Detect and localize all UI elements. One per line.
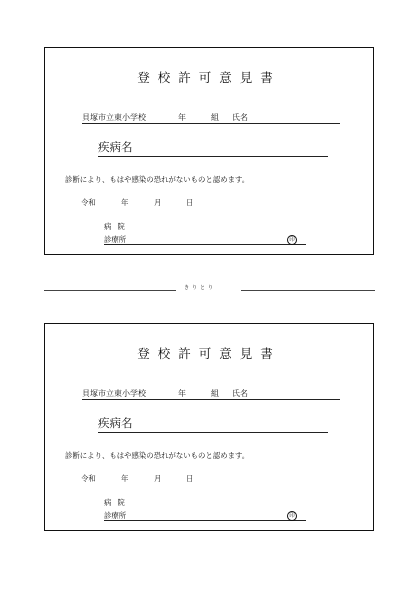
diagnosis-text: 診断により、もはや感染の恐れがないものと認めます。 <box>65 175 250 184</box>
school-underline <box>82 399 340 400</box>
day-label: 日 <box>186 198 194 207</box>
year-label: 年 <box>121 474 129 483</box>
disease-underline <box>98 156 328 157</box>
clinic-underline <box>104 244 306 245</box>
month-label: 月 <box>154 474 162 483</box>
era-label: 令和 <box>81 198 96 207</box>
month-label: 月 <box>154 198 162 207</box>
clinic-underline <box>104 520 306 521</box>
year-label: 年 <box>121 198 129 207</box>
clinic-label: 診療所 <box>104 511 127 520</box>
name-label: 氏名 <box>232 389 248 398</box>
school-underline <box>82 123 340 124</box>
class-label: 組 <box>211 389 219 398</box>
name-label: 氏名 <box>232 113 248 122</box>
seal-mark: 印 <box>287 235 297 245</box>
cutline-label: きりとり <box>184 285 217 291</box>
disease-underline <box>98 432 328 433</box>
grade-label: 年 <box>178 113 186 122</box>
hospital-label: 病院 <box>104 222 131 231</box>
grade-label: 年 <box>178 389 186 398</box>
class-label: 組 <box>211 113 219 122</box>
era-label: 令和 <box>81 474 96 483</box>
disease-label: 疾病名 <box>98 416 133 430</box>
cutline-right <box>241 290 375 291</box>
seal-mark: 印 <box>287 511 297 521</box>
form-title: 登校許可意見書 <box>137 70 281 85</box>
day-label: 日 <box>186 474 194 483</box>
form-card-bottom <box>44 323 374 531</box>
cutline-left <box>44 290 176 291</box>
hospital-label: 病院 <box>104 498 131 507</box>
diagnosis-text: 診断により、もはや感染の恐れがないものと認めます。 <box>65 451 250 460</box>
form-title: 登校許可意見書 <box>137 346 281 361</box>
form-card-top <box>44 47 374 255</box>
clinic-label: 診療所 <box>104 235 127 244</box>
school-name: 貝塚市立東小学校 <box>82 113 146 122</box>
school-name: 貝塚市立東小学校 <box>82 389 146 398</box>
disease-label: 疾病名 <box>98 140 133 154</box>
